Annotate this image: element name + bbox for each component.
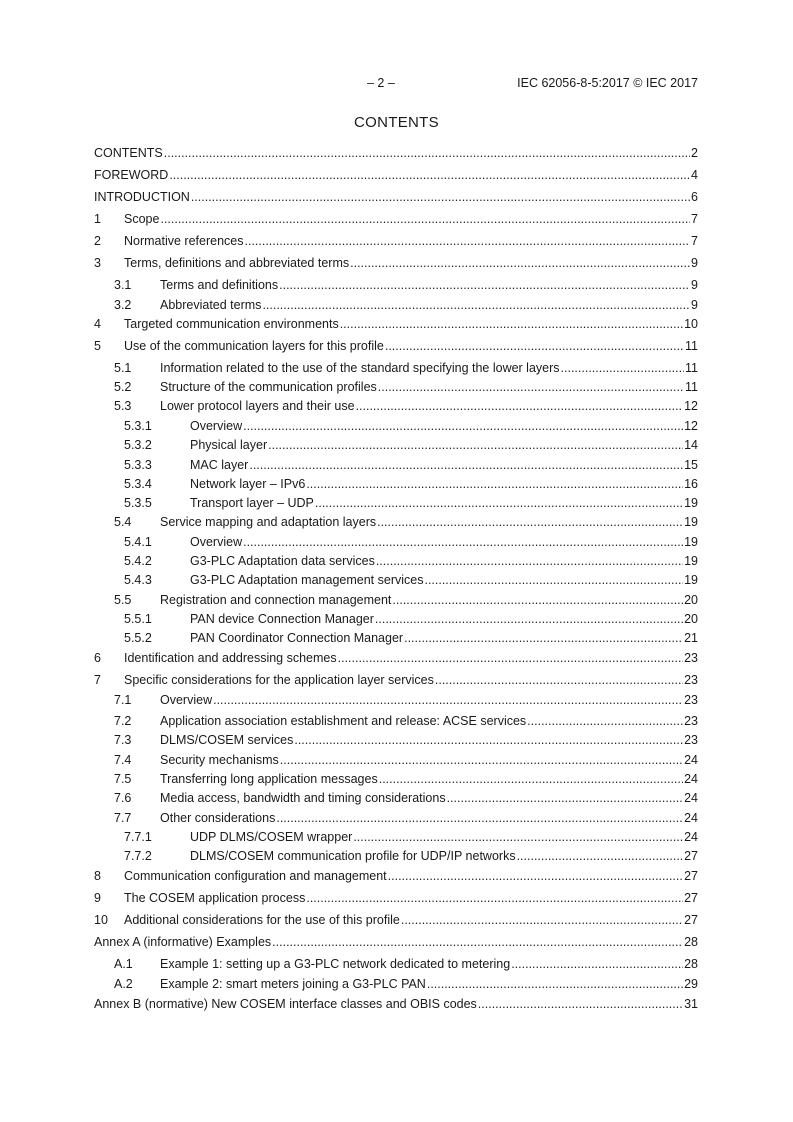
toc-entry[interactable] (94, 976, 698, 992)
toc-entry-title: Identification and addressing schemes (124, 651, 337, 665)
toc-entry-title: Abbreviated terms (160, 298, 262, 312)
toc-dot-leader (245, 234, 691, 249)
toc-dot-leader (350, 256, 690, 271)
toc-dot-leader (243, 419, 683, 434)
toc-entry[interactable] (94, 572, 698, 588)
toc-entry-page: 9 (691, 278, 698, 292)
toc-entry-page: 14 (684, 438, 698, 452)
toc-entry-page: 19 (684, 535, 698, 549)
toc-entry-title: Other considerations (160, 811, 276, 825)
toc-dot-leader (401, 913, 683, 928)
toc-entry-number: 5 (94, 339, 101, 353)
toc-entry-number: 7.6 (114, 791, 132, 805)
toc-entry-title: UDP DLMS/COSEM wrapper (190, 830, 353, 844)
toc-entry-number: 5.4.3 (124, 573, 152, 587)
toc-dot-leader (478, 997, 683, 1012)
toc-dot-leader (243, 535, 683, 550)
toc-dot-leader (435, 673, 683, 688)
toc-entry-title: Media access, bandwidth and timing considerations (160, 791, 446, 805)
toc-entry-page: 31 (684, 997, 698, 1011)
toc-dot-leader (356, 399, 684, 414)
toc-entry-title: Targeted communication environments (124, 317, 339, 331)
toc-entry-number: 7.7.2 (124, 849, 152, 863)
toc-entry[interactable] (94, 692, 698, 708)
toc-entry-number: 5.4.2 (124, 554, 152, 568)
toc-entry-number: 5.2 (114, 380, 132, 394)
toc-entry[interactable] (94, 233, 698, 249)
toc-entry-title: Annex B (normative) New COSEM interface classes and OBIS codes (94, 997, 477, 1011)
toc-entry-number: A.2 (114, 977, 133, 991)
toc-entry-page: 9 (691, 256, 698, 270)
toc-entry-page: 2 (691, 146, 698, 160)
toc-entry[interactable] (94, 338, 698, 354)
toc-entry-title: Information related to the use of the standard specifying the lower layers (160, 361, 560, 375)
toc-entry-title: Overview (190, 535, 243, 549)
toc-entry-page: 24 (684, 830, 698, 844)
toc-entry[interactable] (94, 255, 698, 271)
toc-entry-page: 4 (691, 168, 698, 182)
toc-entry-number: 7.7.1 (124, 830, 152, 844)
page-number: – 2 – (367, 76, 395, 90)
toc-entry-title: G3-PLC Adaptation data services (190, 554, 375, 568)
toc-entry-number: 7 (94, 673, 101, 687)
toc-entry-page: 23 (684, 673, 698, 687)
toc-dot-leader (511, 957, 683, 972)
toc-entry-page: 11 (685, 380, 698, 394)
standard-reference: IEC 62056-8-5:2017 © IEC 2017 (517, 76, 698, 90)
toc-dot-leader (517, 849, 684, 864)
toc-entry-page: 23 (684, 714, 698, 728)
toc-entry-title: DLMS/COSEM communication profile for UDP/IP networks (190, 849, 516, 863)
toc-entry[interactable] (94, 167, 698, 183)
toc-entry-number: 5.1 (114, 361, 132, 375)
toc-dot-leader (388, 869, 683, 884)
toc-entry-title: Overview (190, 419, 243, 433)
toc-entry-title: Network layer – IPv6 (190, 477, 306, 491)
toc-entry[interactable] (94, 297, 698, 313)
toc-entry[interactable] (94, 189, 698, 205)
toc-entry[interactable] (94, 868, 698, 884)
toc-entry-number: 8 (94, 869, 101, 883)
toc-entry[interactable] (94, 379, 698, 395)
toc-dot-leader (280, 753, 683, 768)
toc-entry-title: CONTENTS (94, 146, 163, 160)
toc-dot-leader (392, 593, 683, 608)
toc-entry-number: 4 (94, 317, 101, 331)
toc-entry-title: Example 1: setting up a G3-PLC network dedicated to metering (160, 957, 511, 971)
toc-dot-leader (315, 496, 683, 511)
toc-entry-page: 23 (684, 733, 698, 747)
page-title: CONTENTS (354, 114, 439, 131)
toc-entry-title: MAC layer (190, 458, 249, 472)
toc-entry-page: 6 (691, 190, 698, 204)
toc-entry-title: Scope (124, 212, 160, 226)
toc-dot-leader (306, 891, 683, 906)
toc-entry-title: PAN device Connection Manager (190, 612, 374, 626)
toc-dot-leader (378, 380, 684, 395)
toc-entry-number: 3.2 (114, 298, 132, 312)
toc-entry-number: 3.1 (114, 278, 132, 292)
toc-entry-number: 5.3.3 (124, 458, 152, 472)
toc-entry-number: 7.5 (114, 772, 132, 786)
toc-entry[interactable] (94, 912, 698, 928)
toc-dot-leader (527, 714, 683, 729)
toc-entry-page: 28 (684, 957, 698, 971)
toc-entry-page: 24 (684, 753, 698, 767)
toc-entry-page: 23 (684, 651, 698, 665)
toc-entry-page: 20 (684, 593, 698, 607)
toc-dot-leader (376, 554, 683, 569)
toc-entry[interactable] (94, 810, 698, 826)
toc-entry-title: Normative references (124, 234, 244, 248)
toc-entry-page: 27 (684, 849, 698, 863)
toc-entry[interactable] (94, 650, 698, 666)
toc-dot-leader (340, 317, 683, 332)
toc-entry-title: Transferring long application messages (160, 772, 378, 786)
toc-entry-page: 9 (691, 298, 698, 312)
toc-dot-leader (353, 830, 683, 845)
toc-entry[interactable] (94, 457, 698, 473)
toc-entry-number: 5.3.5 (124, 496, 152, 510)
toc-dot-leader (249, 458, 683, 473)
toc-entry-page: 27 (684, 913, 698, 927)
toc-entry[interactable] (94, 476, 698, 492)
toc-entry-title: Application association establishment and release: ACSE services (160, 714, 527, 728)
toc-entry-number: 5.5 (114, 593, 132, 607)
toc-entry-number: 6 (94, 651, 101, 665)
toc-entry-title: Additional considerations for the use of this profile (124, 913, 400, 927)
toc-entry-title: PAN Coordinator Connection Manager (190, 631, 404, 645)
toc-dot-leader (262, 298, 690, 313)
toc-dot-leader (268, 438, 683, 453)
toc-dot-leader (377, 515, 683, 530)
toc-entry-number: 5.3.4 (124, 477, 152, 491)
toc-entry[interactable] (94, 316, 698, 332)
toc-entry[interactable] (94, 145, 698, 161)
toc-entry-page: 29 (684, 977, 698, 991)
toc-entry-title: Structure of the communication profiles (160, 380, 377, 394)
toc-dot-leader (306, 477, 683, 492)
toc-entry-title: Example 2: smart meters joining a G3-PLC PAN (160, 977, 426, 991)
toc-dot-leader (276, 811, 683, 826)
toc-entry-page: 19 (684, 554, 698, 568)
toc-entry[interactable] (94, 553, 698, 569)
toc-entry[interactable] (94, 495, 698, 511)
toc-entry-number: A.1 (114, 957, 133, 971)
toc-entry-page: 10 (684, 317, 698, 331)
toc-entry[interactable] (94, 277, 698, 293)
toc-entry-title: INTRODUCTION (94, 190, 190, 204)
toc-dot-leader (338, 651, 683, 666)
toc-entry[interactable] (94, 360, 698, 376)
toc-entry-page: 23 (684, 693, 698, 707)
toc-entry-page: 19 (684, 515, 698, 529)
toc-dot-leader (424, 573, 683, 588)
toc-entry[interactable] (94, 211, 698, 227)
toc-entry-title: Terms, definitions and abbreviated terms (124, 256, 350, 270)
toc-entry-page: 24 (684, 772, 698, 786)
toc-entry-title: Terms and definitions (160, 278, 279, 292)
toc-entry-page: 12 (684, 419, 698, 433)
toc-entry-title: Communication configuration and management (124, 869, 387, 883)
toc-entry-page: 7 (691, 212, 698, 226)
toc-entry-title: Lower protocol layers and their use (160, 399, 355, 413)
toc-dot-leader (213, 693, 683, 708)
toc-entry-title: Service mapping and adaptation layers (160, 515, 377, 529)
toc-entry[interactable] (94, 996, 698, 1012)
toc-dot-leader (164, 146, 690, 161)
toc-entry[interactable] (94, 790, 698, 806)
toc-dot-leader (375, 612, 683, 627)
toc-entry-number: 7.3 (114, 733, 132, 747)
toc-entry-page: 21 (684, 631, 698, 645)
toc-entry[interactable] (94, 418, 698, 434)
page-header (94, 76, 698, 92)
toc-entry[interactable] (94, 956, 698, 972)
toc-entry-number: 7.7 (114, 811, 132, 825)
toc-dot-leader (427, 977, 683, 992)
toc-entry-number: 5.5.2 (124, 631, 152, 645)
toc-dot-leader (385, 339, 684, 354)
toc-entry-number: 9 (94, 891, 101, 905)
toc-entry-page: 16 (684, 477, 698, 491)
toc-entry-number: 1 (94, 212, 101, 226)
toc-entry[interactable] (94, 672, 698, 688)
toc-entry-number: 5.3.1 (124, 419, 152, 433)
toc-entry[interactable] (94, 829, 698, 845)
toc-entry-number: 5.3 (114, 399, 132, 413)
toc-entry-title: Annex A (informative) Examples (94, 935, 272, 949)
toc-entry-page: 27 (684, 869, 698, 883)
toc-entry[interactable] (94, 934, 698, 950)
toc-entry-number: 10 (94, 913, 108, 927)
toc-entry-page: 27 (684, 891, 698, 905)
toc-entry-title: FOREWORD (94, 168, 169, 182)
toc-entry-page: 11 (685, 361, 698, 375)
toc-entry-page: 11 (685, 339, 698, 353)
toc-entry[interactable] (94, 611, 698, 627)
toc-entry-title: The COSEM application process (124, 891, 306, 905)
toc-entry[interactable] (94, 890, 698, 906)
toc-entry-number: 3 (94, 256, 101, 270)
toc-entry-title: DLMS/COSEM services (160, 733, 294, 747)
toc-entry-page: 24 (684, 811, 698, 825)
toc-entry-number: 5.3.2 (124, 438, 152, 452)
toc-entry-page: 7 (691, 234, 698, 248)
toc-dot-leader (404, 631, 683, 646)
toc-entry[interactable] (94, 771, 698, 787)
toc-entry-number: 5.4.1 (124, 535, 152, 549)
toc-dot-leader (279, 278, 690, 293)
toc-entry-number: 2 (94, 234, 101, 248)
toc-entry[interactable] (94, 592, 698, 608)
toc-dot-leader (294, 733, 683, 748)
toc-entry-page: 20 (684, 612, 698, 626)
toc-entry[interactable] (94, 630, 698, 646)
toc-entry[interactable] (94, 732, 698, 748)
toc-entry-page: 28 (684, 935, 698, 949)
toc-entry-title: Overview (160, 693, 213, 707)
toc-entry-page: 19 (684, 496, 698, 510)
toc-entry-page: 19 (684, 573, 698, 587)
toc-entry[interactable] (94, 752, 698, 768)
toc-entry-title: Security mechanisms (160, 753, 279, 767)
toc-entry-number: 7.1 (114, 693, 132, 707)
toc-dot-leader (272, 935, 683, 950)
toc-dot-leader (169, 168, 690, 183)
toc-dot-leader (191, 190, 690, 205)
toc-entry-page: 15 (684, 458, 698, 472)
toc-entry[interactable] (94, 534, 698, 550)
toc-entry[interactable] (94, 514, 698, 530)
toc-entry-number: 7.4 (114, 753, 132, 767)
toc-entry-title: Registration and connection management (160, 593, 392, 607)
toc-entry-title: Use of the communication layers for this profile (124, 339, 384, 353)
toc-entry-page: 12 (684, 399, 698, 413)
toc-dot-leader (160, 212, 690, 227)
toc-dot-leader (561, 361, 684, 376)
toc-entry-number: 5.5.1 (124, 612, 152, 626)
toc-entry-title: G3-PLC Adaptation management services (190, 573, 424, 587)
toc-entry-page: 24 (684, 791, 698, 805)
toc-dot-leader (379, 772, 683, 787)
toc-entry-title: Physical layer (190, 438, 268, 452)
toc-entry-title: Transport layer – UDP (190, 496, 314, 510)
toc-entry-title: Specific considerations for the application layer services (124, 673, 434, 687)
toc-entry-number: 5.4 (114, 515, 132, 529)
toc-entry[interactable] (94, 398, 698, 414)
toc-entry-number: 7.2 (114, 714, 132, 728)
toc-entry[interactable] (94, 848, 698, 864)
toc-entry[interactable] (94, 437, 698, 453)
toc-dot-leader (447, 791, 684, 806)
toc-entry[interactable] (94, 713, 698, 729)
